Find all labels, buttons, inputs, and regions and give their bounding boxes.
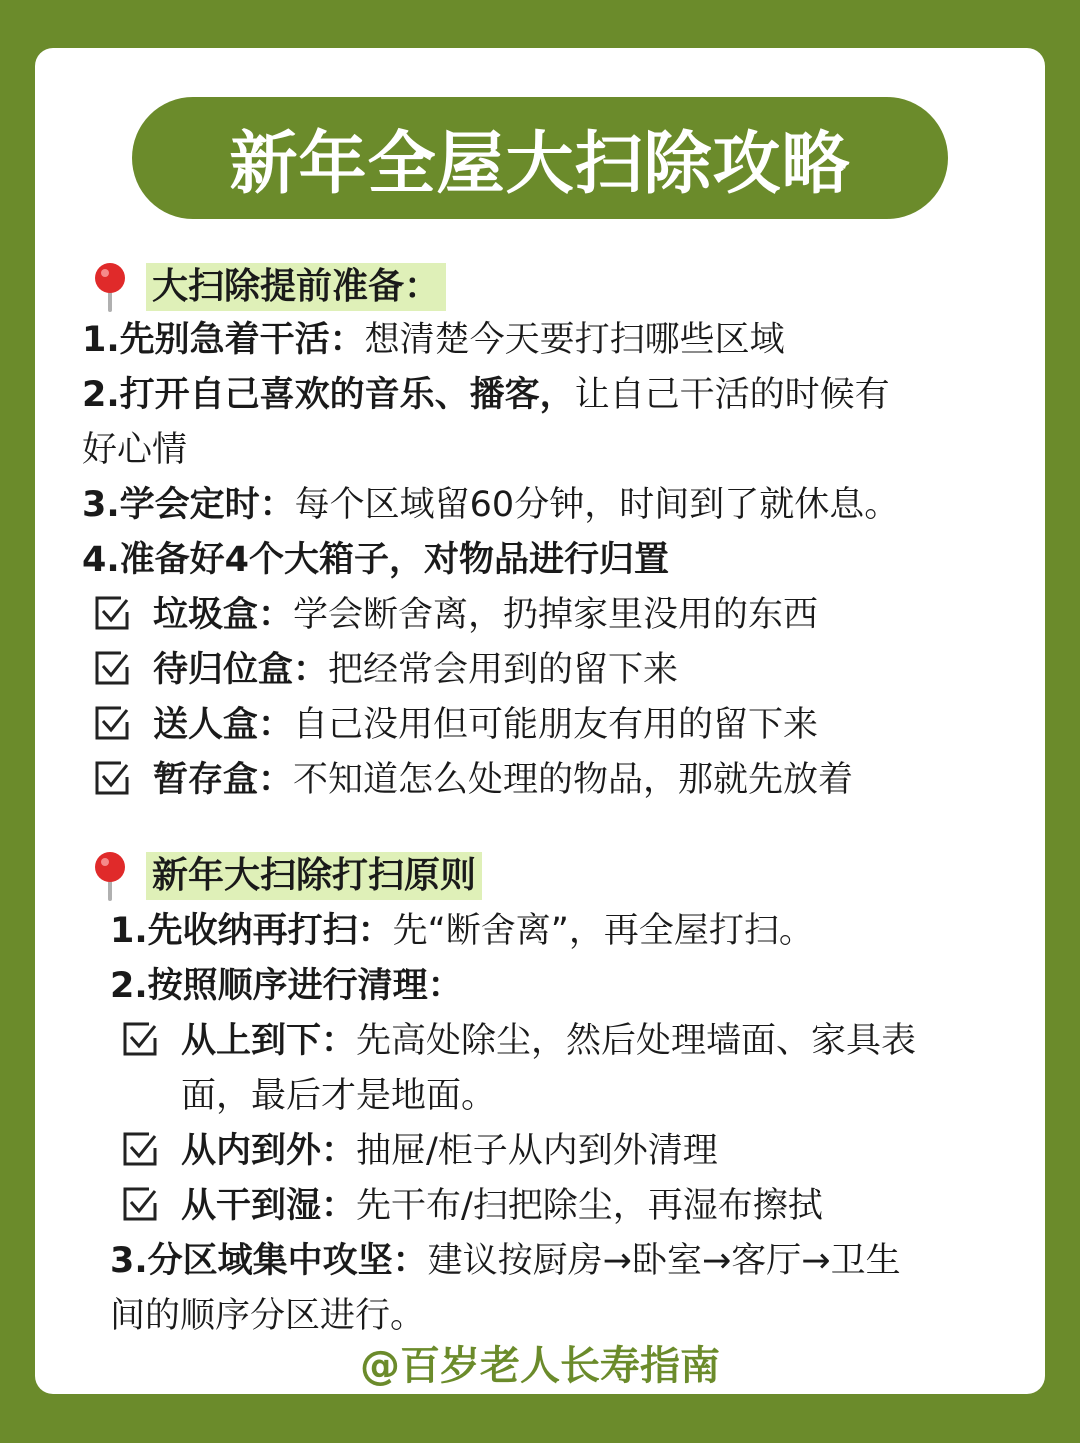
- checklist-item: [121, 1017, 916, 1065]
- checkbox-icon: [93, 759, 131, 797]
- content-card: [35, 48, 1045, 1394]
- item-label: 从上到下：: [181, 1021, 357, 1061]
- item-text: 间的顺序分区进行。: [110, 1296, 426, 1336]
- item-text: 把经常会用到的留下来: [328, 650, 679, 690]
- section2-heading: [90, 851, 482, 901]
- section2-heading-text: 新年大扫除打扫原则: [146, 852, 482, 900]
- item-label: 3.分区域集中攻坚：: [110, 1241, 428, 1281]
- item-label: 送人盒：: [153, 705, 294, 745]
- item-text: 先“断舍离”，再全屋打扫。: [392, 911, 814, 951]
- checkbox-icon: [93, 704, 131, 742]
- section1-heading-text: 大扫除提前准备：: [146, 263, 446, 311]
- item-text: 不知道怎么处理的物品，那就先放着: [293, 760, 854, 800]
- checklist-item: [93, 591, 818, 639]
- item-text: 先高处除尘，然后处理墙面、家具表: [356, 1021, 917, 1061]
- checkbox-icon: [93, 594, 131, 632]
- author-watermark: @百岁老人长寿指南: [360, 1343, 720, 1389]
- item-text: 想清楚今天要打扫哪些区域: [364, 320, 785, 360]
- checklist-item-continuation: [181, 1072, 496, 1120]
- checkbox-icon: [121, 1020, 159, 1058]
- item-label: 2.按照顺序进行清理：: [110, 966, 463, 1006]
- item-label: 从内到外：: [181, 1131, 357, 1171]
- checklist-item: [93, 756, 853, 804]
- pushpin-icon: [90, 851, 130, 901]
- section1-heading: [90, 262, 446, 312]
- list-item-continuation: [82, 426, 187, 474]
- checkbox-icon: [121, 1185, 159, 1223]
- list-item: [110, 962, 463, 1010]
- checklist-item: [121, 1127, 718, 1175]
- item-text: 面，最后才是地面。: [181, 1076, 497, 1116]
- checkbox-icon: [121, 1130, 159, 1168]
- item-text: 学会断舍离，扔掉家里没用的东西: [293, 595, 819, 635]
- item-label: 待归位盒：: [153, 650, 329, 690]
- item-label: 3.学会定时：: [82, 485, 295, 525]
- list-item: [82, 371, 890, 419]
- item-label: 1.先收纳再打扫：: [110, 911, 393, 951]
- list-item: [110, 1237, 901, 1285]
- item-label: 垃圾盒：: [153, 595, 294, 635]
- item-label: 4.准备好4个大箱子，对物品进行归置: [82, 540, 670, 580]
- item-text: 建议按厨房→卧室→客厅→卫生: [427, 1241, 901, 1281]
- title-banner: [132, 97, 948, 219]
- checkbox-icon: [93, 649, 131, 687]
- item-label: 1.先别急着干活：: [82, 320, 365, 360]
- item-text: 先干布/扫把除尘，再湿布擦拭: [356, 1186, 823, 1226]
- item-text: 每个区域留60分钟，时间到了就休息。: [294, 485, 900, 525]
- page-title: 新年全屋大扫除攻略: [229, 124, 851, 204]
- item-label: 暂存盒：: [153, 760, 294, 800]
- list-item: [82, 536, 669, 584]
- item-label: 2.打开自己喜欢的音乐、播客，: [82, 375, 575, 415]
- item-text: 让自己干活的时候有: [574, 375, 890, 415]
- item-label: 从干到湿：: [181, 1186, 357, 1226]
- pushpin-icon: [90, 262, 130, 312]
- item-text: 抽屉/柜子从内到外清理: [356, 1131, 718, 1171]
- checklist-item: [93, 646, 678, 694]
- item-text: 自己没用但可能朋友有用的留下来: [293, 705, 819, 745]
- list-item: [82, 316, 785, 364]
- list-item: [82, 481, 899, 529]
- list-item-continuation: [110, 1292, 425, 1340]
- list-item: [110, 907, 814, 955]
- checklist-item: [121, 1182, 823, 1230]
- item-text: 好心情: [82, 430, 188, 470]
- checklist-item: [93, 701, 818, 749]
